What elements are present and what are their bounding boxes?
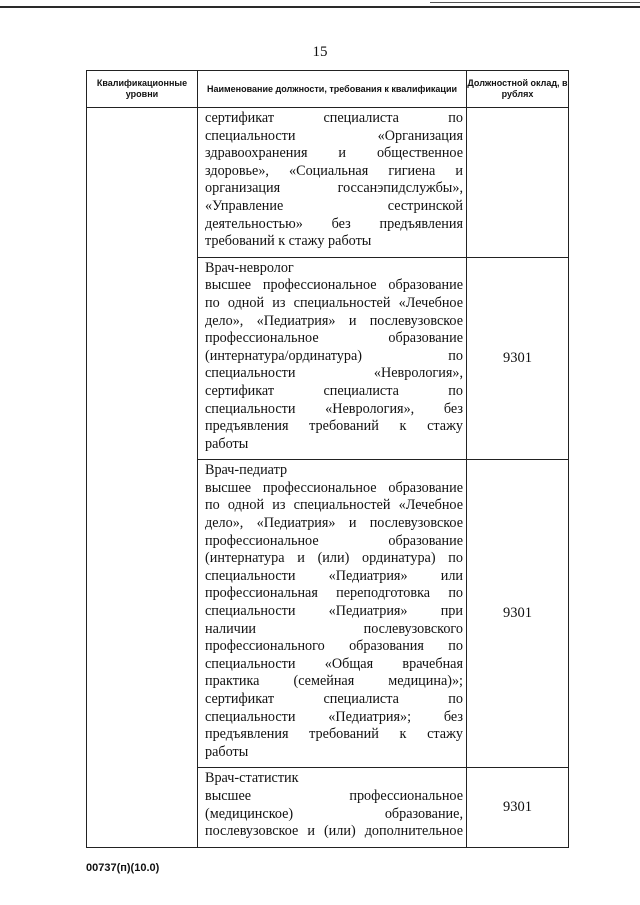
header-salary: Должностной оклад, в рублях: [467, 71, 569, 108]
table-header-row: [87, 71, 569, 108]
requirement-text-line: (интернатура и (или) ординатура) по: [205, 550, 463, 567]
salary-cell: 9301: [467, 460, 569, 768]
position-title: Врач-статистик: [205, 770, 299, 787]
requirement-text-line: специальности «Педиатрия» при: [205, 603, 463, 620]
requirement-text-line: здравоохранения и общественное: [205, 145, 463, 162]
header-qualification-levels: Квалификационные уровни: [87, 71, 198, 108]
requirement-text-line: здоровье», «Социальная гигиена и: [205, 162, 463, 179]
requirement-text-line: (интернатура/ординатура) по: [205, 347, 463, 364]
requirement-text-line: «Управление сестринской: [205, 197, 463, 214]
salary-cell: 9301: [467, 257, 569, 460]
qualification-table: [86, 70, 569, 848]
table-row: [87, 108, 569, 258]
requirement-text-line: специальности «Педиатрия»; без: [205, 708, 463, 725]
requirement-text-line: по одной из специальностей «Лечебное: [205, 294, 463, 311]
position-requirements-cell: [198, 257, 467, 460]
page-number: 15: [312, 44, 328, 60]
salary-cell: [467, 108, 569, 258]
position-requirements-cell: [198, 460, 467, 768]
requirement-text-line: организация госсанэпидслужбы»,: [205, 180, 463, 197]
requirement-text-line: требований к стажу работы: [205, 233, 372, 250]
position-requirements-cell: [198, 108, 467, 258]
position-title: Врач-невролог: [205, 259, 294, 276]
requirement-text-line: предъявления требований к стажу: [205, 726, 463, 743]
requirement-text-line: специальности «Неврология», без: [205, 400, 463, 417]
requirement-text-line: сертификат специалиста по: [205, 110, 463, 126]
position-requirements-cell: [198, 768, 467, 847]
requirement-text-line: высшее профессиональное образование: [205, 479, 463, 496]
requirement-text-line: сертификат специалиста по: [205, 691, 463, 707]
header-position-requirements: Наименование должности, требования к квалификации: [198, 71, 467, 108]
requirement-text-line: специальности «Организация: [205, 127, 463, 144]
top-rule-secondary: [430, 2, 640, 3]
requirement-text-line: деятельностью» без предъявления: [205, 215, 463, 232]
qualification-level-cell: [87, 108, 198, 848]
requirement-text-line: профессиональная переподготовка по: [205, 585, 463, 602]
requirement-text-line: дело», «Педиатрия» и послевузовское: [205, 312, 463, 329]
requirement-text-line: (медицинское) образование,: [205, 805, 463, 822]
requirement-text-line: работы: [205, 743, 249, 760]
document-code: 00737(п)(10.0): [86, 862, 160, 874]
requirement-text-line: специальности «Неврология»,: [205, 365, 463, 382]
requirement-text-line: наличии послевузовского: [205, 620, 463, 637]
requirement-text-line: послевузовское и (или) дополнительное: [205, 823, 463, 840]
requirement-text-line: по одной из специальностей «Лечебное: [205, 497, 463, 514]
requirement-text-line: высшее профессиональное: [205, 787, 463, 804]
requirement-text-line: специальности «Педиатрия» или: [205, 567, 463, 584]
requirement-text-line: практика (семейная медицина)»;: [205, 673, 463, 690]
salary-cell: 9301: [467, 768, 569, 847]
top-rule: [0, 6, 640, 8]
requirement-text-line: работы: [205, 435, 249, 452]
requirement-text-line: профессионального образования по: [205, 638, 463, 655]
requirement-text-line: специальности «Общая врачебная: [205, 655, 463, 672]
position-title: Врач-педиатр: [205, 462, 288, 479]
requirement-text-line: высшее профессиональное образование: [205, 277, 463, 294]
requirement-text-line: сертификат специалиста по: [205, 382, 463, 399]
requirement-text-line: предъявления требований к стажу: [205, 418, 463, 435]
requirement-text-line: профессиональное образование: [205, 532, 463, 549]
requirement-text-line: профессиональное образование: [205, 330, 463, 347]
requirement-text-line: дело», «Педиатрия» и послевузовское: [205, 515, 463, 532]
